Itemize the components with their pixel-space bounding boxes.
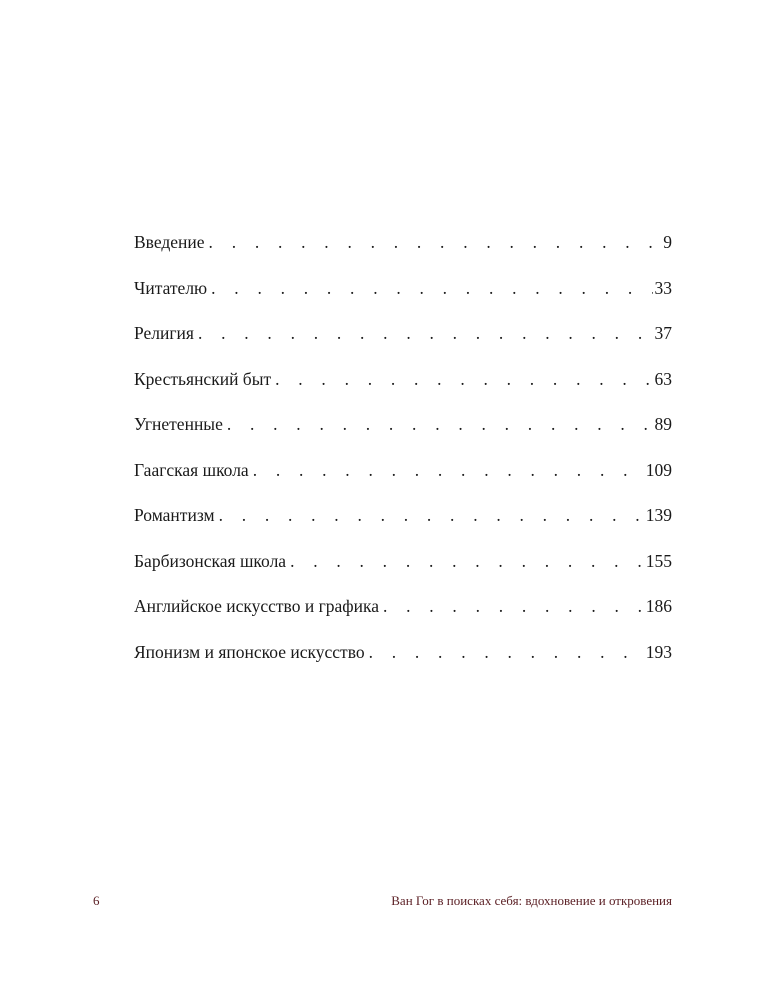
- toc-dot-leader: [219, 504, 644, 526]
- toc-entry[interactable]: [134, 322, 672, 368]
- toc-entry[interactable]: [134, 368, 672, 414]
- toc-dot-leader: [227, 413, 653, 435]
- toc-entry-page: 9: [663, 232, 672, 252]
- toc-entry[interactable]: [134, 550, 672, 596]
- toc-entry[interactable]: [134, 595, 672, 641]
- toc-entry[interactable]: [134, 504, 672, 550]
- toc-entry[interactable]: [134, 459, 672, 505]
- toc-entry-page: 193: [645, 641, 672, 662]
- toc-dot-leader: [253, 459, 644, 481]
- table-of-contents: [134, 231, 672, 686]
- footer-page-number: 6: [93, 893, 100, 908]
- toc-entry[interactable]: [134, 277, 672, 323]
- toc-dot-leader: [198, 322, 653, 344]
- toc-entry-title: Романтизм: [134, 505, 215, 525]
- toc-dot-leader: [369, 641, 644, 663]
- toc-entry-title: Английское искусство и графика: [134, 596, 379, 616]
- toc-dot-leader: [383, 595, 644, 617]
- toc-entry-title: Гаагская школа: [134, 459, 249, 480]
- toc-entry-page: 109: [645, 459, 672, 480]
- toc-entry-page: 155: [645, 550, 672, 571]
- toc-entry-page: 33: [654, 277, 672, 298]
- toc-dot-leader: [275, 368, 652, 390]
- footer-book-title: Ван Гог в поисках себя: вдохновение и откровения: [391, 893, 672, 908]
- toc-dot-leader: [209, 231, 662, 253]
- toc-entry-title: Японизм и японское искусство: [134, 641, 365, 662]
- toc-entry-title: Введение: [134, 232, 205, 252]
- toc-entry[interactable]: [134, 413, 672, 459]
- toc-entry-page: 37: [654, 323, 672, 343]
- toc-entry[interactable]: [134, 641, 672, 687]
- toc-entry-page: 63: [654, 368, 672, 389]
- toc-entry-title: Угнетенные: [134, 414, 223, 434]
- toc-entry-title: Читателю: [134, 277, 208, 298]
- toc-entry-title: Барбизонская школа: [134, 550, 287, 571]
- toc-entry-page: 89: [654, 414, 672, 434]
- toc-dot-leader: [290, 550, 644, 572]
- toc-entry-page: 186: [645, 596, 672, 616]
- toc-dot-leader: [211, 277, 652, 299]
- toc-entry[interactable]: [134, 231, 672, 277]
- toc-entry-page: 139: [645, 505, 672, 525]
- toc-entry-title: Религия: [134, 323, 194, 343]
- toc-entry-title: Крестьянский быт: [134, 368, 272, 389]
